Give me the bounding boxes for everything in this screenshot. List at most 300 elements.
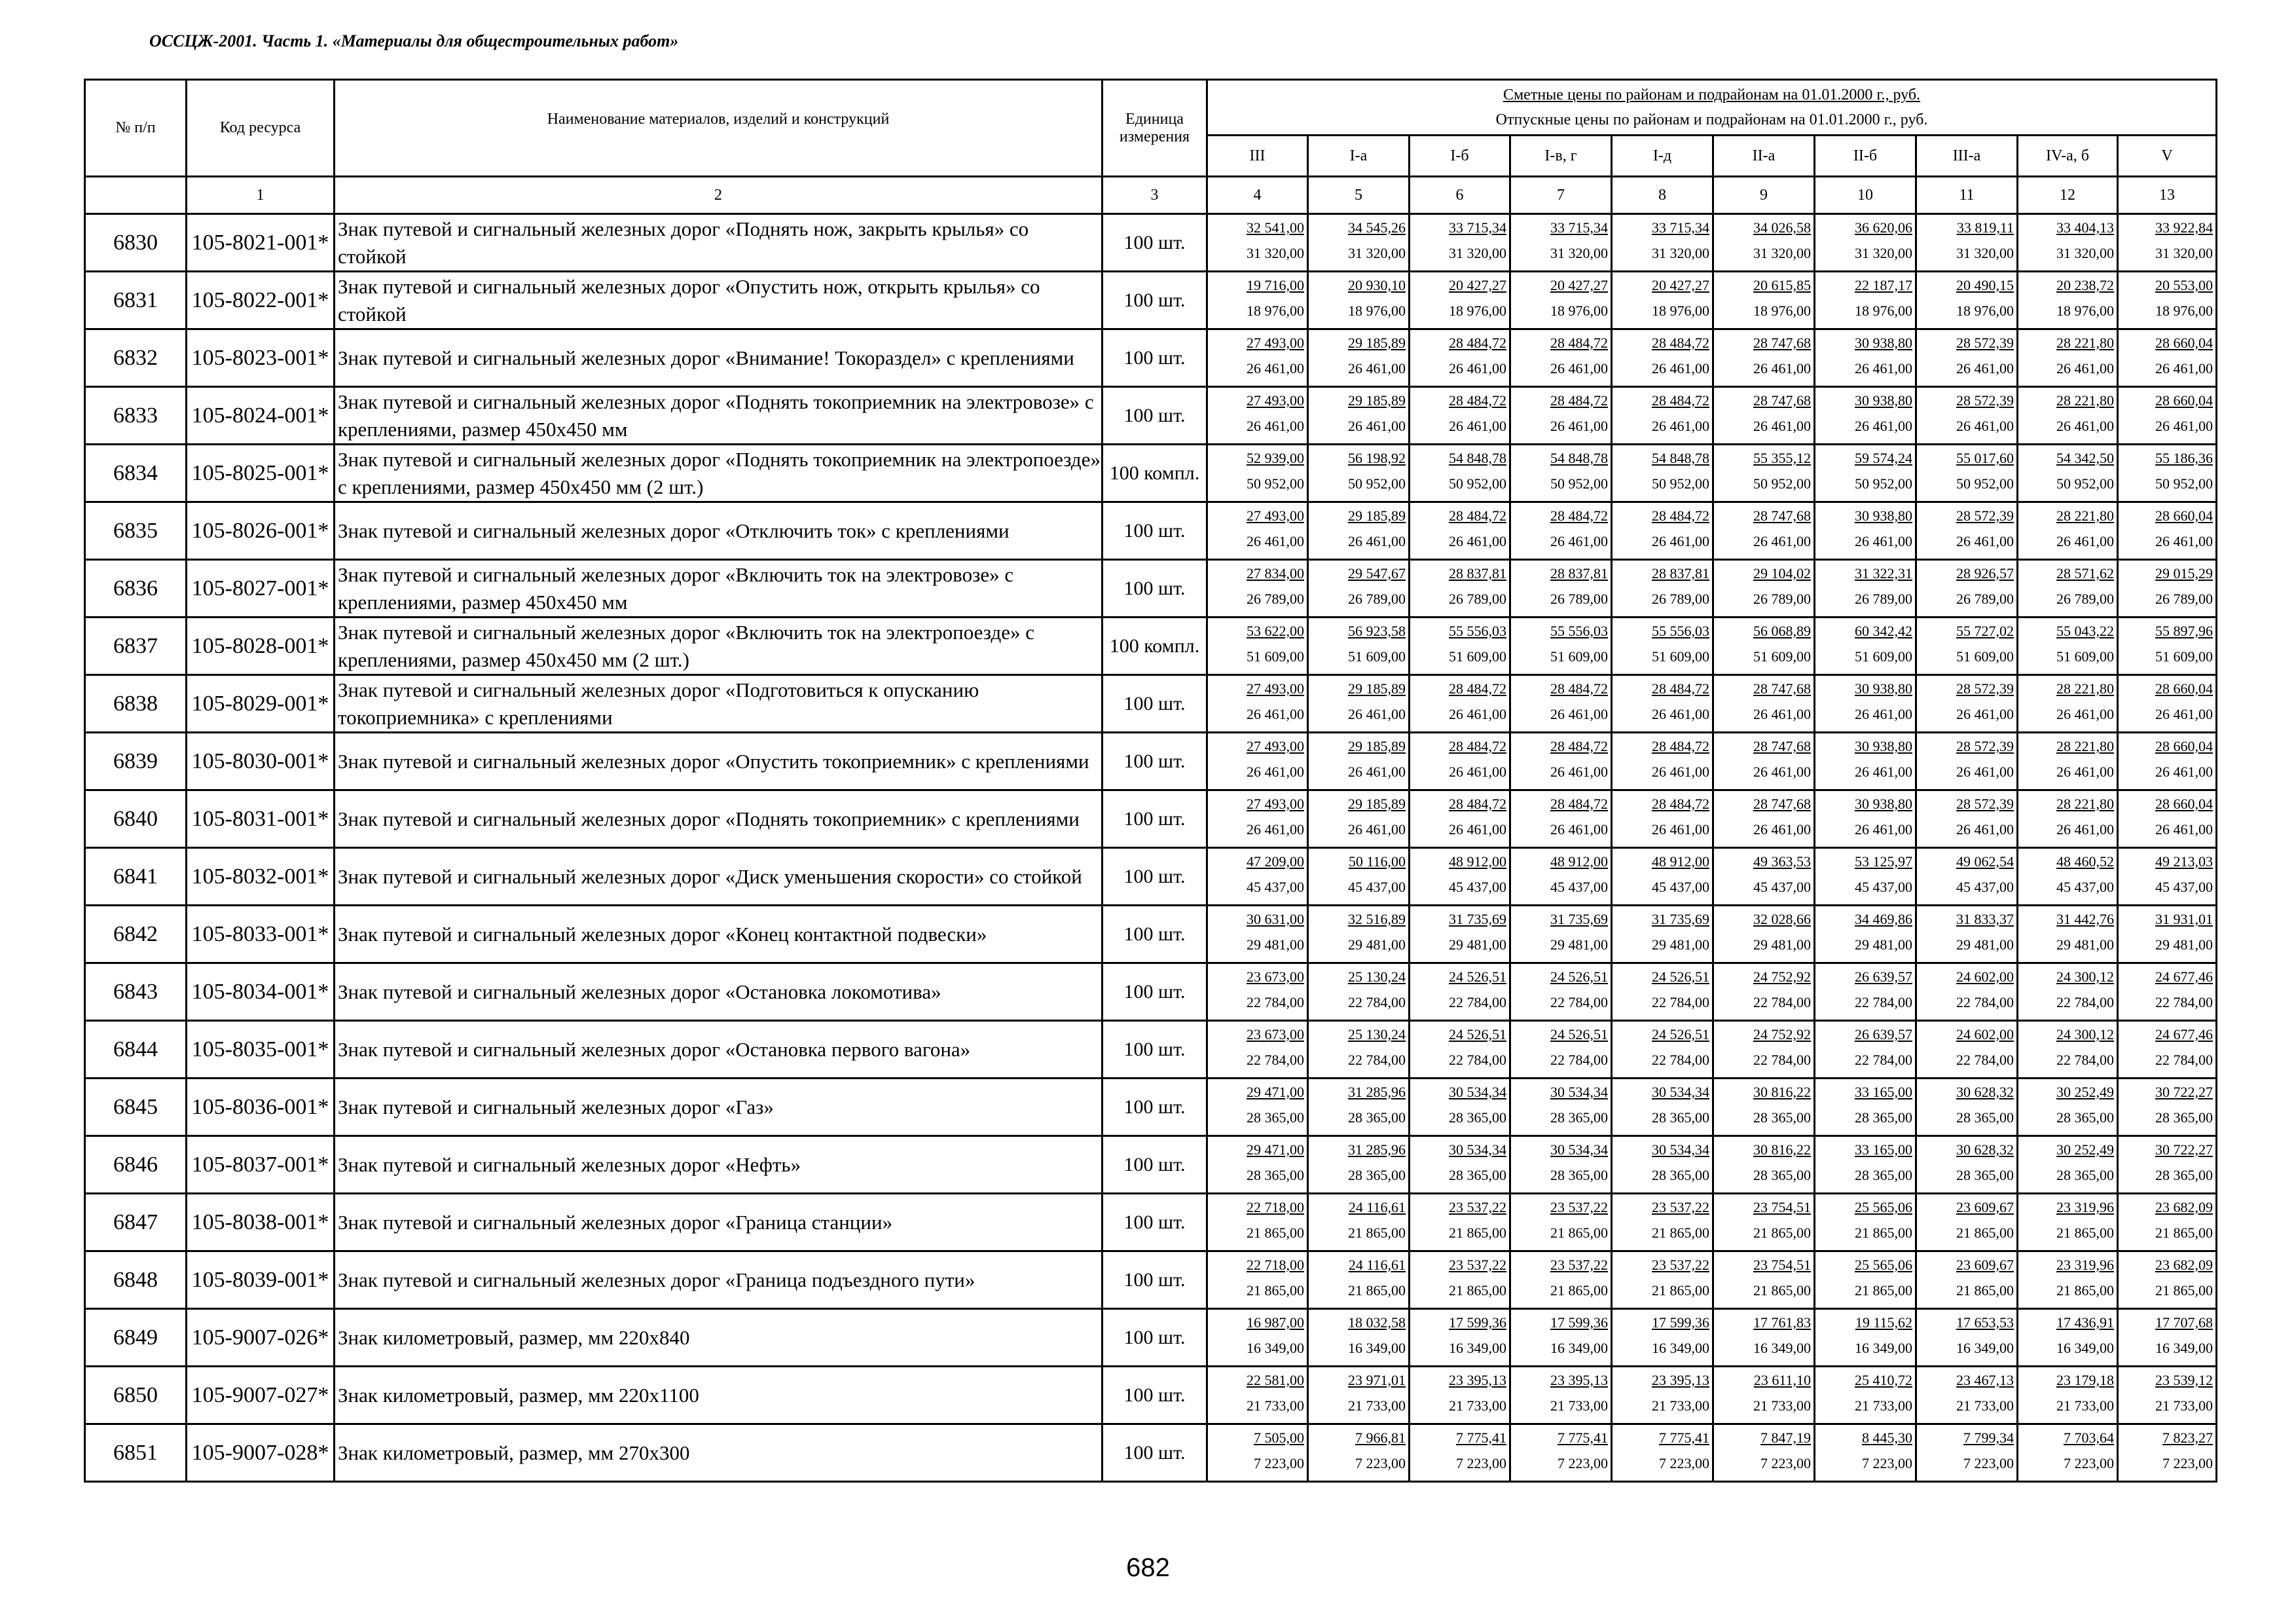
estimate-price: 33 715,34 — [1449, 219, 1506, 236]
header-np: № п/п — [85, 80, 187, 177]
release-price: 26 461,00 — [1855, 764, 1912, 780]
table-row — [85, 733, 2217, 790]
release-price: 18 976,00 — [1348, 303, 1406, 319]
estimate-price: 30 252,49 — [2056, 1084, 2114, 1100]
resource-code: 105-8024-001* — [187, 387, 335, 445]
release-price: 51 609,00 — [1753, 648, 1811, 665]
region-header: III — [1207, 136, 1308, 177]
estimate-price: 28 484,72 — [1550, 507, 1608, 524]
estimate-price: 23 537,22 — [1449, 1199, 1506, 1215]
release-price: 16 349,00 — [2056, 1340, 2114, 1356]
price-cell — [1308, 733, 1410, 790]
price-cell — [1916, 1079, 2018, 1136]
estimate-price: 30 628,32 — [1956, 1084, 2014, 1100]
release-price: 29 481,00 — [2056, 936, 2114, 953]
estimate-price: 27 493,00 — [1247, 507, 1304, 524]
estimate-price: 29 185,89 — [1348, 796, 1406, 812]
unit-cell: 100 шт. — [1102, 675, 1207, 733]
estimate-price: 56 198,92 — [1348, 450, 1406, 466]
release-price: 28 365,00 — [2056, 1109, 2114, 1126]
estimate-price: 31 735,69 — [1652, 911, 1709, 927]
estimate-price: 30 631,00 — [1247, 911, 1304, 927]
price-cell — [1612, 329, 1713, 387]
estimate-price: 33 922,84 — [2155, 219, 2214, 236]
release-price: 21 733,00 — [1956, 1397, 2014, 1414]
release-price: 21 733,00 — [1855, 1397, 1912, 1414]
price-cell — [1713, 1309, 1815, 1367]
price-cell — [1410, 387, 1510, 445]
estimate-price: 27 493,00 — [1247, 738, 1304, 754]
price-cell — [1916, 1251, 2018, 1309]
release-price: 26 461,00 — [1753, 533, 1811, 549]
estimate-price: 24 602,00 — [1956, 969, 2014, 985]
estimate-price: 28 484,72 — [1449, 796, 1506, 812]
release-price: 22 784,00 — [1753, 1052, 1811, 1068]
release-price: 26 461,00 — [1652, 821, 1709, 838]
estimate-price: 23 609,67 — [1956, 1257, 2014, 1273]
unit-cell: 100 шт. — [1102, 733, 1207, 790]
price-cell — [1410, 906, 1510, 963]
release-price: 28 365,00 — [1348, 1109, 1406, 1126]
price-cell — [1207, 1021, 1308, 1079]
estimate-price: 30 938,80 — [1855, 507, 1912, 524]
row-number: 6844 — [85, 1021, 187, 1079]
release-price: 45 437,00 — [1753, 879, 1811, 895]
estimate-price: 23 754,51 — [1753, 1257, 1811, 1273]
price-cell — [1713, 1136, 1815, 1194]
release-price: 26 461,00 — [1855, 360, 1912, 377]
row-number: 6840 — [85, 790, 187, 848]
price-cell — [1916, 560, 2018, 618]
price-cell — [1916, 329, 2018, 387]
release-price: 21 865,00 — [2155, 1225, 2214, 1241]
unit-cell: 100 шт. — [1102, 1194, 1207, 1251]
material-name: Знак путевой и сигнальный железных дорог «Поднять токоприемник на электровозе» с креплениями, размер 450х450 мм — [335, 387, 1102, 445]
release-price: 26 789,00 — [1855, 591, 1912, 607]
table-row — [85, 502, 2217, 560]
price-cell — [2018, 963, 2118, 1021]
estimate-price: 29 471,00 — [1247, 1084, 1304, 1100]
release-price: 21 865,00 — [1550, 1282, 1608, 1299]
release-price: 26 461,00 — [1550, 821, 1608, 838]
price-cell — [1713, 848, 1815, 906]
resource-code: 105-8031-001* — [187, 790, 335, 848]
price-cell — [1815, 1309, 1916, 1367]
estimate-price: 30 938,80 — [1855, 796, 1912, 812]
column-number: 3 — [1102, 177, 1207, 214]
resource-code: 105-9007-028* — [187, 1424, 335, 1482]
release-price: 31 320,00 — [1753, 245, 1811, 261]
release-price: 26 461,00 — [1449, 533, 1506, 549]
row-number: 6836 — [85, 560, 187, 618]
estimate-price: 24 526,51 — [1449, 969, 1506, 985]
price-cell — [1612, 1309, 1713, 1367]
price-cell — [1308, 272, 1410, 329]
region-header: I-б — [1410, 136, 1510, 177]
estimate-price: 23 537,22 — [1652, 1257, 1709, 1273]
estimate-price: 28 221,80 — [2056, 392, 2114, 409]
estimate-price: 20 238,72 — [2056, 277, 2114, 293]
table-row — [85, 1079, 2217, 1136]
estimate-price: 24 526,51 — [1652, 969, 1709, 985]
price-cell — [1410, 214, 1510, 272]
release-price: 16 349,00 — [1449, 1340, 1506, 1356]
price-cell — [1410, 733, 1510, 790]
price-cell — [1713, 387, 1815, 445]
price-cell — [2018, 1194, 2118, 1251]
resource-code: 105-8032-001* — [187, 848, 335, 906]
release-price: 26 461,00 — [1449, 764, 1506, 780]
release-price: 26 461,00 — [1652, 360, 1709, 377]
price-cell — [2118, 963, 2217, 1021]
price-cell — [1308, 1136, 1410, 1194]
price-cell — [2018, 848, 2118, 906]
estimate-price: 17 653,53 — [1956, 1314, 2014, 1331]
release-price: 45 437,00 — [1652, 879, 1709, 895]
column-number: 2 — [335, 177, 1102, 214]
release-price: 51 609,00 — [1247, 648, 1304, 665]
price-cell — [1510, 272, 1612, 329]
release-price: 28 365,00 — [2155, 1109, 2214, 1126]
price-cell — [1612, 675, 1713, 733]
release-price: 31 320,00 — [1652, 245, 1709, 261]
release-price: 28 365,00 — [1247, 1167, 1304, 1183]
estimate-price: 29 185,89 — [1348, 392, 1406, 409]
price-cell — [2018, 790, 2118, 848]
price-cell — [2118, 272, 2217, 329]
estimate-price: 34 026,58 — [1753, 219, 1811, 236]
estimate-price: 28 837,81 — [1652, 565, 1709, 581]
material-name: Знак путевой и сигнальный железных дорог «Граница станции» — [335, 1194, 1102, 1251]
table-row — [85, 1367, 2217, 1424]
row-number: 6830 — [85, 214, 187, 272]
estimate-price: 28 484,72 — [1449, 680, 1506, 697]
release-price: 18 976,00 — [1550, 303, 1608, 319]
estimate-price: 28 572,39 — [1956, 507, 2014, 524]
price-cell — [2118, 618, 2217, 675]
row-number: 6832 — [85, 329, 187, 387]
estimate-price: 20 930,10 — [1348, 277, 1406, 293]
price-cell — [2018, 906, 2118, 963]
estimate-price: 29 185,89 — [1348, 680, 1406, 697]
material-name: Знак путевой и сигнальный железных дорог «Поднять токоприемник на электропоезде» с креплениями, размер 450х450 мм (2 шт.) — [335, 445, 1102, 502]
price-cell — [1510, 790, 1612, 848]
price-cell — [1815, 560, 1916, 618]
column-number: 1 — [187, 177, 335, 214]
release-price: 22 784,00 — [1855, 1052, 1912, 1068]
estimate-price: 20 427,27 — [1652, 277, 1709, 293]
release-price: 21 865,00 — [1247, 1282, 1304, 1299]
release-price: 45 437,00 — [1855, 879, 1912, 895]
resource-code: 105-8039-001* — [187, 1251, 335, 1309]
price-cell — [1410, 848, 1510, 906]
release-price: 21 733,00 — [1753, 1397, 1811, 1414]
price-cell — [1308, 387, 1410, 445]
row-number: 6847 — [85, 1194, 187, 1251]
unit-cell: 100 шт. — [1102, 790, 1207, 848]
estimate-price: 23 395,13 — [1449, 1372, 1506, 1388]
price-cell — [1510, 445, 1612, 502]
estimate-price: 24 300,12 — [2056, 1026, 2114, 1043]
release-price: 22 784,00 — [1348, 994, 1406, 1010]
price-cell — [1916, 1309, 2018, 1367]
price-cell — [1207, 1079, 1308, 1136]
release-price: 45 437,00 — [2056, 879, 2114, 895]
price-cell — [1207, 790, 1308, 848]
resource-code: 105-8027-001* — [187, 560, 335, 618]
unit-cell: 100 шт. — [1102, 1309, 1207, 1367]
release-price: 26 461,00 — [1652, 706, 1709, 722]
estimate-price: 32 541,00 — [1247, 219, 1304, 236]
price-cell — [1410, 1367, 1510, 1424]
price-cell — [1510, 560, 1612, 618]
table-row — [85, 1136, 2217, 1194]
estimate-price: 30 534,34 — [1550, 1141, 1608, 1158]
estimate-price: 28 660,04 — [2155, 796, 2214, 812]
release-price: 29 481,00 — [1550, 936, 1608, 953]
region-header: II-б — [1815, 136, 1916, 177]
estimate-price: 28 572,39 — [1956, 796, 2014, 812]
estimate-price: 27 493,00 — [1247, 680, 1304, 697]
release-price: 22 784,00 — [1449, 994, 1506, 1010]
estimate-price: 33 715,34 — [1652, 219, 1709, 236]
release-price: 28 365,00 — [1652, 1109, 1709, 1126]
price-cell — [1207, 848, 1308, 906]
release-price: 50 952,00 — [1449, 475, 1506, 492]
estimate-price: 18 032,58 — [1348, 1314, 1406, 1331]
estimate-price: 33 165,00 — [1855, 1141, 1912, 1158]
price-cell — [1308, 675, 1410, 733]
unit-cell: 100 шт. — [1102, 502, 1207, 560]
price-cell — [1815, 387, 1916, 445]
estimate-price: 47 209,00 — [1247, 853, 1304, 870]
release-price: 50 952,00 — [1855, 475, 1912, 492]
estimate-price: 55 556,03 — [1652, 623, 1709, 639]
release-price: 21 733,00 — [2056, 1397, 2114, 1414]
price-cell — [1510, 906, 1612, 963]
estimate-price: 49 363,53 — [1753, 853, 1811, 870]
header-code: Код ресурса — [187, 80, 335, 177]
price-cell — [1510, 1079, 1612, 1136]
price-cell — [1207, 329, 1308, 387]
unit-cell: 100 компл. — [1102, 618, 1207, 675]
estimate-price: 29 185,89 — [1348, 335, 1406, 351]
estimate-price: 7 847,19 — [1760, 1430, 1811, 1446]
estimate-price: 24 526,51 — [1652, 1026, 1709, 1043]
price-cell — [1713, 1021, 1815, 1079]
price-cell — [1308, 329, 1410, 387]
unit-cell: 100 шт. — [1102, 1251, 1207, 1309]
estimate-price: 53 125,97 — [1855, 853, 1912, 870]
column-number: 11 — [1916, 177, 2018, 214]
unit-cell: 100 шт. — [1102, 963, 1207, 1021]
price-cell — [1308, 1194, 1410, 1251]
release-price: 28 365,00 — [1956, 1109, 2014, 1126]
release-price: 50 952,00 — [2155, 475, 2214, 492]
region-header: I-а — [1308, 136, 1410, 177]
estimate-price: 28 484,72 — [1550, 392, 1608, 409]
release-price: 7 223,00 — [1963, 1455, 2014, 1471]
unit-cell: 100 шт. — [1102, 1424, 1207, 1482]
release-price: 26 461,00 — [2155, 764, 2214, 780]
price-cell — [1916, 1136, 2018, 1194]
release-price: 26 461,00 — [1550, 533, 1608, 549]
release-price: 7 223,00 — [1760, 1455, 1811, 1471]
table-row — [85, 675, 2217, 733]
estimate-price: 49 213,03 — [2155, 853, 2214, 870]
release-price: 22 784,00 — [2155, 1052, 2214, 1068]
estimate-price: 49 062,54 — [1956, 853, 2014, 870]
header-unit: Единица измерения — [1102, 80, 1207, 177]
estimate-price: 55 355,12 — [1753, 450, 1811, 466]
price-cell — [1815, 1367, 1916, 1424]
estimate-price: 28 747,68 — [1753, 335, 1811, 351]
price-cell — [1510, 618, 1612, 675]
estimate-price: 30 628,32 — [1956, 1141, 2014, 1158]
price-cell — [1815, 733, 1916, 790]
column-number: 9 — [1713, 177, 1815, 214]
price-cell — [1916, 387, 2018, 445]
estimate-price: 24 116,61 — [1348, 1199, 1406, 1215]
release-price: 18 976,00 — [1247, 303, 1304, 319]
release-price: 21 733,00 — [1348, 1397, 1406, 1414]
price-cell — [2118, 1424, 2217, 1482]
release-price: 26 461,00 — [1247, 706, 1304, 722]
release-price: 21 865,00 — [1247, 1225, 1304, 1241]
material-name: Знак путевой и сигнальный железных дорог «Включить ток на электровозе» с креплениями, размер 450х450 мм — [335, 560, 1102, 618]
release-price: 22 784,00 — [2056, 994, 2114, 1010]
estimate-price: 28 484,72 — [1550, 335, 1608, 351]
release-price: 26 789,00 — [2056, 591, 2114, 607]
estimate-price: 17 707,68 — [2155, 1314, 2214, 1331]
release-price: 45 437,00 — [1247, 879, 1304, 895]
price-cell — [1207, 1194, 1308, 1251]
price-cell — [1815, 675, 1916, 733]
estimate-price: 28 837,81 — [1449, 565, 1506, 581]
estimate-price: 28 660,04 — [2155, 738, 2214, 754]
column-number: 7 — [1510, 177, 1612, 214]
estimate-price: 28 221,80 — [2056, 680, 2114, 697]
release-price: 28 365,00 — [1855, 1167, 1912, 1183]
price-cell — [1510, 1367, 1612, 1424]
column-number: 13 — [2118, 177, 2217, 214]
release-price: 22 784,00 — [1956, 994, 2014, 1010]
row-number: 6850 — [85, 1367, 187, 1424]
estimate-price: 31 322,31 — [1855, 565, 1912, 581]
release-price: 21 865,00 — [1753, 1225, 1811, 1241]
price-cell — [1713, 1367, 1815, 1424]
resource-code: 105-8037-001* — [187, 1136, 335, 1194]
estimate-price: 30 534,34 — [1550, 1084, 1608, 1100]
column-number: 10 — [1815, 177, 1916, 214]
header-name: Наименование материалов, изделий и конструкций — [335, 80, 1102, 177]
header-prices-smeta: Сметные цены по районам и подрайонам на 01.01.2000 г., руб. — [1503, 86, 1921, 103]
release-price: 21 865,00 — [1348, 1225, 1406, 1241]
price-cell — [2118, 1251, 2217, 1309]
table-row — [85, 963, 2217, 1021]
estimate-price: 23 611,10 — [1753, 1372, 1811, 1388]
release-price: 26 461,00 — [2155, 533, 2214, 549]
price-cell — [2118, 1136, 2217, 1194]
release-price: 29 481,00 — [1449, 936, 1506, 953]
estimate-price: 23 537,22 — [1652, 1199, 1709, 1215]
price-cell — [1612, 214, 1713, 272]
release-price: 50 952,00 — [1247, 475, 1304, 492]
release-price: 26 461,00 — [1348, 764, 1406, 780]
release-price: 26 461,00 — [2056, 764, 2114, 780]
release-price: 26 461,00 — [2056, 706, 2114, 722]
price-cell — [2018, 1136, 2118, 1194]
release-price: 21 733,00 — [1550, 1397, 1608, 1414]
price-cell — [1815, 790, 1916, 848]
estimate-price: 23 754,51 — [1753, 1199, 1811, 1215]
price-cell — [1207, 618, 1308, 675]
release-price: 22 784,00 — [1956, 1052, 2014, 1068]
price-cell — [2018, 329, 2118, 387]
estimate-price: 34 469,86 — [1855, 911, 1912, 927]
resource-code: 105-9007-027* — [187, 1367, 335, 1424]
release-price: 7 223,00 — [1355, 1455, 1406, 1471]
estimate-price: 28 221,80 — [2056, 796, 2114, 812]
release-price: 7 223,00 — [1456, 1455, 1506, 1471]
estimate-price: 24 677,46 — [2155, 1026, 2214, 1043]
estimate-price: 20 615,85 — [1753, 277, 1811, 293]
material-name: Знак путевой и сигнальный железных дорог «Внимание! Токораздел» с креплениями — [335, 329, 1102, 387]
column-number: 4 — [1207, 177, 1308, 214]
price-cell — [1612, 1251, 1713, 1309]
release-price: 22 784,00 — [1753, 994, 1811, 1010]
release-price: 28 365,00 — [1855, 1109, 1912, 1126]
price-cell — [1713, 502, 1815, 560]
price-cell — [1308, 906, 1410, 963]
price-cell — [1612, 560, 1713, 618]
estimate-price: 33 165,00 — [1855, 1084, 1912, 1100]
release-price: 45 437,00 — [1348, 879, 1406, 895]
price-cell — [1713, 906, 1815, 963]
price-cell — [2018, 560, 2118, 618]
estimate-price: 17 761,83 — [1753, 1314, 1811, 1331]
release-price: 21 733,00 — [1449, 1397, 1506, 1414]
row-number: 6839 — [85, 733, 187, 790]
price-cell — [1308, 560, 1410, 618]
price-cell — [1410, 618, 1510, 675]
release-price: 29 481,00 — [2155, 936, 2214, 953]
material-name: Знак путевой и сигнальный железных дорог «Подготовиться к опусканию токоприемника» с креплениями — [335, 675, 1102, 733]
table-row — [85, 1251, 2217, 1309]
price-cell — [1308, 1251, 1410, 1309]
unit-cell: 100 шт. — [1102, 1079, 1207, 1136]
resource-code: 105-8035-001* — [187, 1021, 335, 1079]
release-price: 29 481,00 — [1956, 936, 2014, 953]
page-number: 682 — [1126, 1553, 1170, 1582]
estimate-price: 7 703,64 — [2064, 1430, 2114, 1446]
price-cell — [1916, 214, 2018, 272]
estimate-price: 23 467,13 — [1956, 1372, 2014, 1388]
material-name: Знак путевой и сигнальный железных дорог «Поднять токоприемник» с креплениями — [335, 790, 1102, 848]
price-cell — [1713, 272, 1815, 329]
price-cell — [1916, 502, 2018, 560]
release-price: 7 223,00 — [1558, 1455, 1608, 1471]
price-cell — [2118, 1079, 2217, 1136]
price-cell — [1510, 1251, 1612, 1309]
price-cell — [1713, 1194, 1815, 1251]
release-price: 21 865,00 — [1753, 1282, 1811, 1299]
resource-code: 105-8023-001* — [187, 329, 335, 387]
region-header: I-д — [1612, 136, 1713, 177]
row-number: 6846 — [85, 1136, 187, 1194]
price-cell — [1916, 790, 2018, 848]
release-price: 26 461,00 — [1753, 764, 1811, 780]
